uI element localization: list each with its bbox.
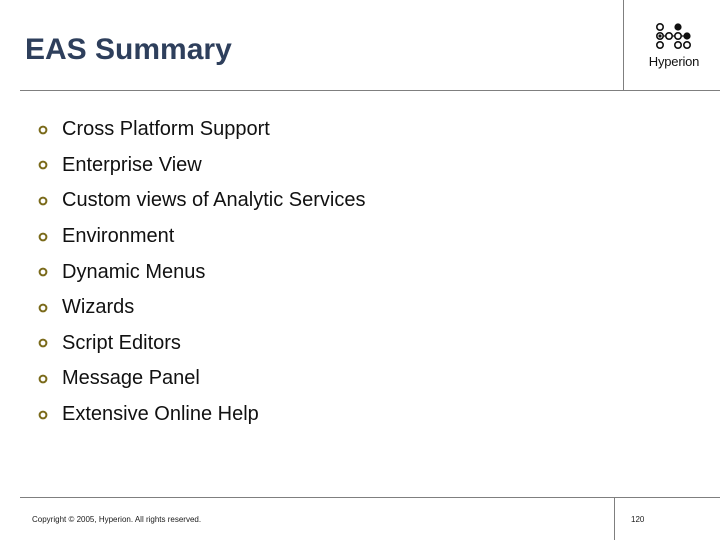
hyperion-logo — [636, 20, 712, 72]
ring-bullet-icon — [38, 267, 62, 277]
ring-bullet-icon — [38, 303, 62, 313]
list-item — [38, 148, 365, 184]
header-divider — [20, 90, 720, 91]
bullet-text: Wizards — [62, 296, 135, 319]
ring-bullet-icon — [38, 160, 62, 170]
footer-vertical-divider — [614, 497, 615, 540]
bullet-text: Message Panel — [62, 367, 200, 390]
list-item — [38, 326, 365, 362]
bullet-text: Environment — [62, 225, 175, 248]
ring-bullet-icon — [38, 125, 62, 135]
list-item — [38, 183, 365, 219]
bullet-text: Dynamic Menus — [62, 260, 206, 283]
page-number: 120 — [631, 515, 645, 524]
ring-bullet-icon — [38, 196, 62, 206]
list-item — [38, 112, 365, 148]
header-vertical-divider — [623, 0, 624, 91]
ring-bullet-icon — [38, 410, 62, 420]
bullet-text: Custom views of Analytic Services — [62, 189, 366, 212]
list-item — [38, 219, 365, 255]
bullet-text: Extensive Online Help — [62, 403, 259, 426]
list-item — [38, 290, 365, 326]
bullet-text: Script Editors — [62, 331, 181, 354]
footer-divider — [20, 497, 720, 498]
ring-bullet-icon — [38, 338, 62, 348]
list-item — [38, 397, 365, 433]
bullet-text: Enterprise View — [62, 153, 202, 176]
list-item — [38, 361, 365, 397]
bullet-text: Cross Platform Support — [62, 118, 270, 141]
copyright-text: Copyright © 2005, Hyperion. All rights reserved. — [32, 515, 202, 524]
list-item — [38, 254, 365, 290]
slide-title: EAS Summary — [25, 33, 232, 66]
ring-bullet-icon — [38, 374, 62, 384]
logo-wordmark: Hyperion — [648, 54, 700, 69]
hyperion-logo-icon — [636, 20, 712, 54]
bullet-list — [38, 112, 365, 432]
ring-bullet-icon — [38, 232, 62, 242]
